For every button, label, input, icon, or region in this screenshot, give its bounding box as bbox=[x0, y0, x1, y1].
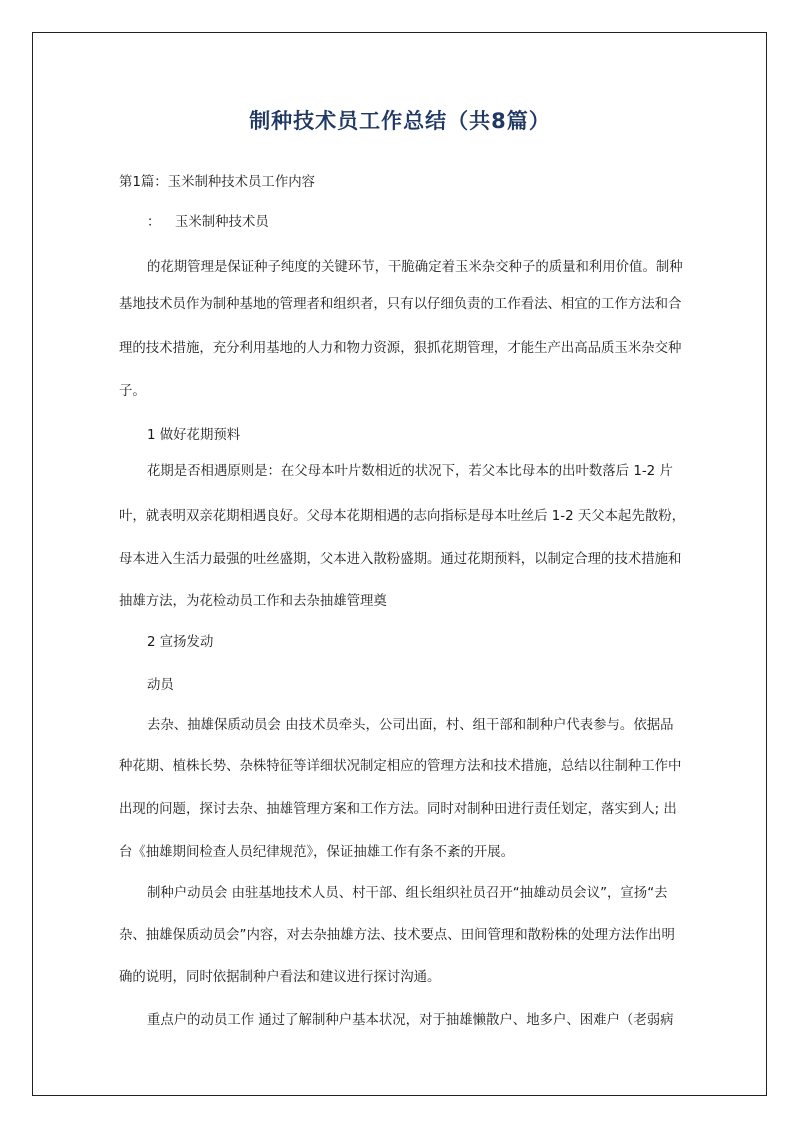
paragraph-line: 确的说明，同时依据制种户看法和建议进行探讨沟通。 bbox=[119, 970, 441, 985]
section-heading: 第1篇：玉米制种技术员工作内容 bbox=[119, 175, 315, 190]
subtitle-colon: ： bbox=[147, 215, 161, 230]
paragraph-line: 重点户的动员工作 通过了解制种户基本状况，对于抽雄懒散户、地多户、困难户（老弱病 bbox=[147, 1013, 674, 1028]
paragraph-line: 杂、抽雄保质动员会”内容，对去杂抽雄方法、技术要点、田间管理和散粉株的处理方法作出明 bbox=[119, 928, 675, 943]
paragraph-line: 去杂、抽雄保质动员会 由技术员牵头，公司出面，村、组干部和制种户代表参与。依据品 bbox=[147, 718, 674, 733]
paragraph-line: 理的技术措施，充分利用基地的人力和物力资源，狠抓花期管理，才能生产出高品质玉米杂交种 bbox=[119, 341, 682, 356]
sub-heading: 动员 bbox=[147, 678, 174, 693]
paragraph-line: 台《抽雄期间检查人员纪律规范》，保证抽雄工作有条不紊的开展。 bbox=[119, 845, 515, 860]
subtitle-text: 玉米制种技术员 bbox=[175, 215, 269, 230]
paragraph-line: 的花期管理是保证种子纯度的关键环节，干脆确定着玉米杂交种子的质量和利用价值。制种 bbox=[147, 260, 683, 275]
paragraph-line: 制种户动员会 由驻基地技术人员、村干部、组长组织社员召开“抽雄动员会议”，宣扬“去 bbox=[147, 886, 668, 901]
paragraph-line: 出现的问题，探讨去杂、抽雄管理方案和工作方法。同时对制种田进行责任划定，落实到人; 出 bbox=[119, 802, 677, 817]
paragraph-line: 花期是否相遇原则是：在父母本叶片数相近的状况下，若父本比母本的出叶数落后 1-2 片 bbox=[147, 464, 673, 479]
paragraph-line: 种花期、植株长势、杂株特征等详细状况制定相应的管理方法和技术措施，总结以往制种工作中 bbox=[119, 759, 682, 774]
paragraph-line: 叶，就表明双亲花期相遇良好。父母本花期相遇的志向指标是母本吐丝后 1-2 天父本起先散粉， bbox=[119, 509, 686, 524]
document-title: 制种技术员工作总结（共8篇） bbox=[249, 109, 551, 133]
paragraph-line: 子。 bbox=[119, 384, 146, 399]
paragraph-line: 抽雄方法，为花检动员工作和去杂抽雄管理奠 bbox=[119, 594, 387, 609]
numbered-heading: 1 做好花期预料 bbox=[147, 428, 241, 443]
paragraph-line: 母本进入生活力最强的吐丝盛期，父本进入散粉盛期。通过花期预料，以制定合理的技术措施和 bbox=[119, 552, 682, 567]
paragraph-line: 基地技术员作为制种基地的管理者和组织者，只有以仔细负责的工作看法、相宜的工作方法和合 bbox=[119, 297, 682, 312]
numbered-heading: 2 宣扬发动 bbox=[147, 635, 214, 650]
